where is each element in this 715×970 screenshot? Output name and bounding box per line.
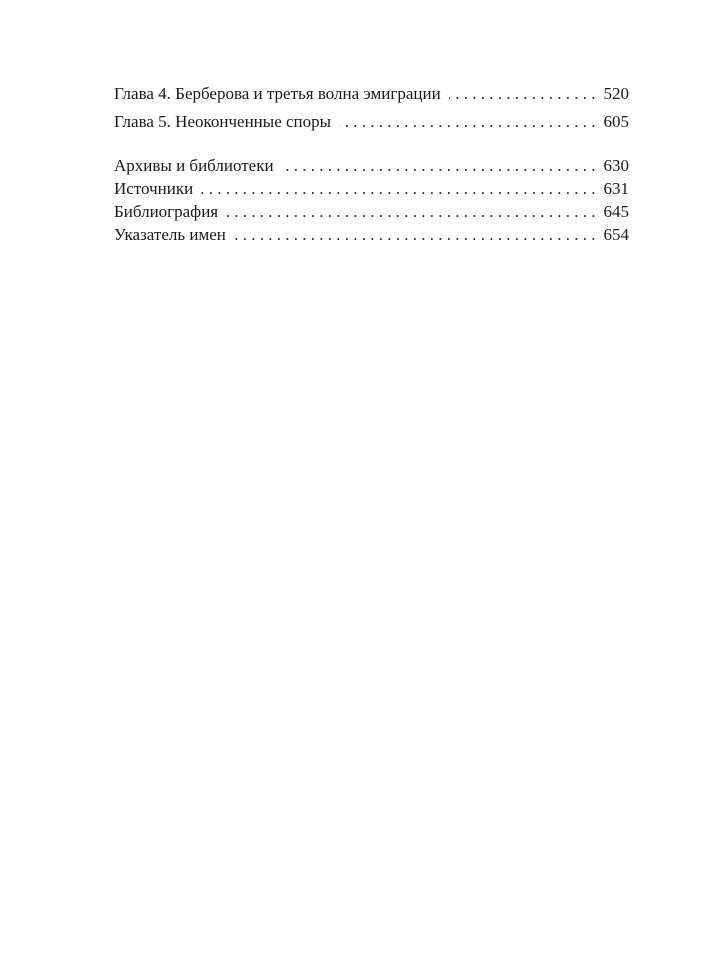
toc-entry-title: Источники [114, 179, 194, 198]
toc-entry-title: Глава 5. Неоконченные споры [114, 112, 332, 131]
toc-entry-page: 630 [603, 156, 629, 175]
toc-entry-title: Глава 4. Берберова и третья волна эмиграции [114, 84, 441, 103]
toc-entry [114, 179, 629, 202]
toc-entry-page: 654 [603, 225, 629, 244]
toc-entry [114, 84, 629, 112]
toc-entry [114, 156, 629, 179]
dot-leader [234, 225, 596, 245]
toc-entry-title: Архивы и библиотеки [114, 156, 274, 175]
toc-entry [114, 225, 629, 248]
toc-backmatter [114, 156, 629, 248]
toc-entry [114, 112, 629, 140]
toc-entry-title: Указатель имен [114, 225, 226, 244]
toc-entry-title: Библиография [114, 202, 219, 221]
toc-entry-page: 645 [603, 202, 629, 221]
dot-leader [201, 179, 595, 199]
dot-leader [226, 202, 595, 222]
toc-entry-page: 520 [603, 84, 629, 103]
dot-leader [282, 156, 596, 176]
toc-entry-page: 605 [603, 112, 629, 131]
dot-leader [339, 112, 595, 132]
toc-entry [114, 202, 629, 225]
toc-entry-page: 631 [603, 179, 629, 198]
dot-leader [449, 84, 596, 104]
toc-chapters [114, 84, 629, 140]
